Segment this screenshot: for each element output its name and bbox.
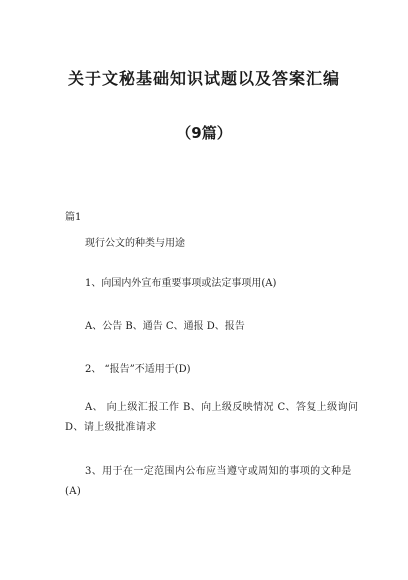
- question-2: 2、 “报告”不适用于(D): [85, 364, 191, 375]
- section-label: 篇1: [65, 212, 82, 223]
- document-title: 关于文秘基础知识试题以及答案汇编: [67, 69, 340, 88]
- document-subtitle: （9篇）: [176, 124, 232, 142]
- question-2-options: A、 向上级汇报工作 B、向上级反映情况 C、答复上级询问 D、请上级批准请求: [65, 402, 359, 433]
- question-1-options: A、公告 B、通告 C、通报 D、报告: [85, 321, 245, 332]
- question-1: 1、向国内外宣布重要事项或法定事项用(A): [85, 278, 277, 289]
- section-heading: 现行公文的种类与用途: [85, 238, 185, 249]
- question-3: 3、用于在一定范围内公布应当遵守或周知的事项的文种是(A): [65, 466, 352, 497]
